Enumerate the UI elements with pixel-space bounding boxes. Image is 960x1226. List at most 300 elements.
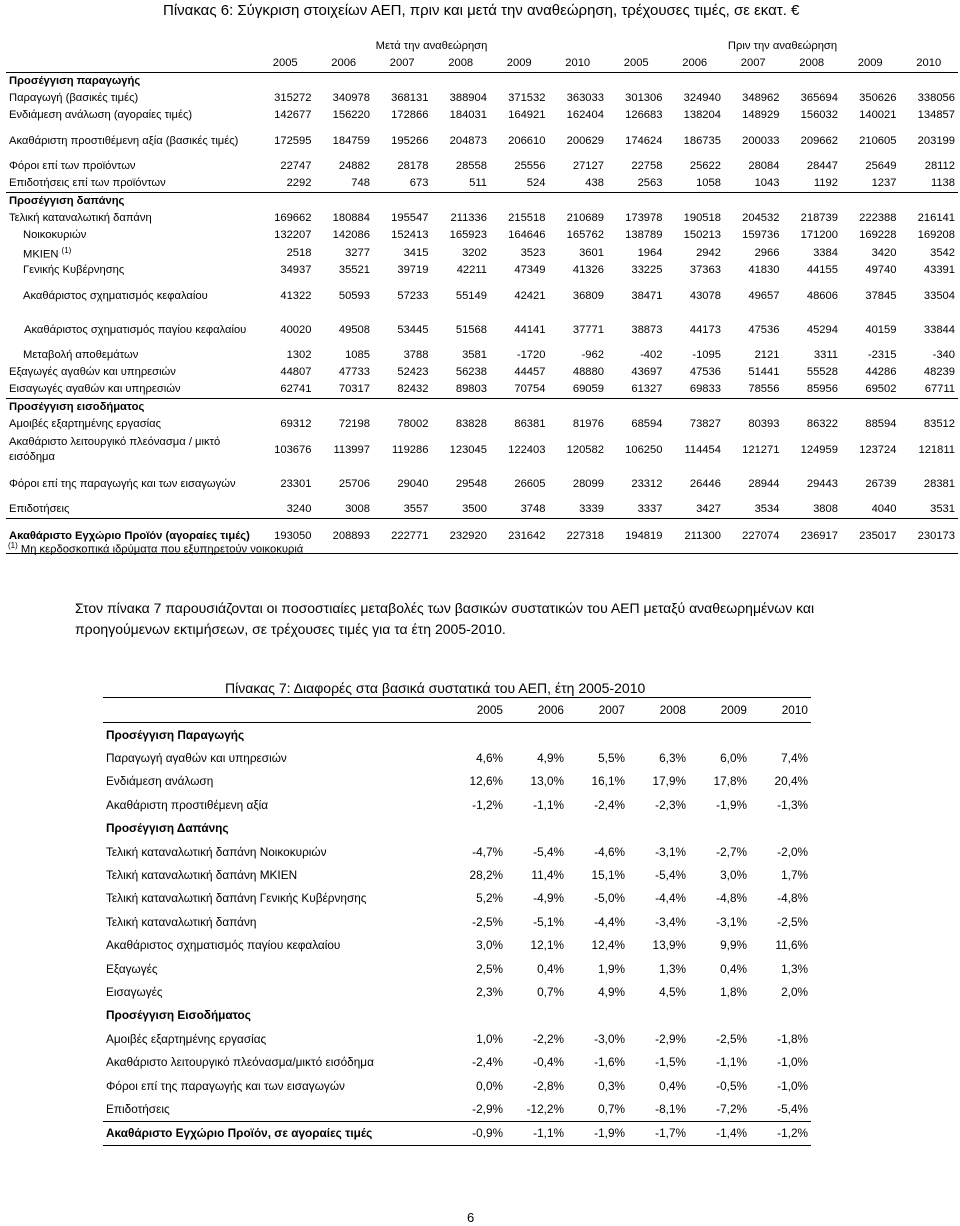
table-cell: -1,8%	[777, 1031, 808, 1046]
table-cell: 204873	[449, 134, 487, 147]
table-cell: -1,9%	[716, 797, 747, 812]
table-cell: 121271	[742, 443, 780, 456]
table-cell: -1,2%	[472, 797, 503, 812]
table-cell: -4,8%	[716, 891, 747, 906]
table-cell: 190518	[683, 212, 721, 225]
row-label-text: Ακαθάριστος σχηματισμός παγίου κεφαλαίου	[106, 938, 341, 953]
row-label	[6, 347, 256, 364]
row-label-text: Επιδοτήσεις επί των προϊόντων	[9, 177, 166, 190]
table-cell: 148929	[742, 109, 780, 122]
table-cell: 12,4%	[591, 938, 625, 953]
table-row	[6, 244, 958, 262]
row-label-text: Μεταβολή αποθεμάτων	[23, 349, 139, 362]
table-cell: 171200	[800, 229, 838, 242]
table-cell: 43078	[689, 289, 721, 302]
year-header: 2006	[506, 698, 567, 723]
table-cell: 3339	[579, 503, 604, 516]
table-cell: 5,5%	[598, 751, 625, 766]
table-cell: 215518	[508, 212, 546, 225]
table-cell: 388904	[449, 92, 487, 105]
row-label	[6, 244, 256, 262]
table-cell: 3337	[637, 503, 663, 516]
table-cell: -1,4%	[689, 1121, 750, 1145]
row-label	[103, 1050, 445, 1073]
table7	[103, 697, 811, 1146]
table-cell: 45294	[806, 323, 838, 336]
year-header: 2007	[724, 55, 783, 73]
table-cell: -4,4%	[594, 914, 625, 929]
table-cell: -340	[932, 349, 955, 362]
table-cell: -1,0%	[777, 1078, 808, 1093]
table-row	[6, 433, 958, 467]
table-cell: 218739	[800, 212, 838, 225]
table6-corner	[6, 38, 256, 55]
table-row	[103, 934, 811, 957]
table-cell: 1,3%	[781, 961, 808, 976]
table-cell: 315272	[274, 92, 312, 105]
section-title: Προσέγγιση Παραγωγής	[106, 727, 245, 742]
table-cell: 41326	[572, 264, 604, 277]
table-cell: -7,2%	[716, 1101, 747, 1116]
table-cell: 48606	[806, 289, 838, 302]
table-cell: 86322	[806, 418, 838, 431]
table-cell: 41322	[280, 289, 312, 302]
table-cell: 52423	[397, 366, 429, 379]
table-cell: 25556	[514, 160, 546, 173]
table-cell: 72198	[338, 418, 370, 431]
table-cell: 28381	[923, 477, 955, 490]
table-row	[6, 227, 958, 244]
table-cell: -4,9%	[533, 891, 564, 906]
year-header: 2006	[665, 55, 724, 73]
table-cell: 368131	[391, 92, 429, 105]
table-cell: 33504	[923, 289, 955, 302]
table-cell: -2,7%	[716, 844, 747, 859]
table-cell: 138789	[625, 229, 663, 242]
table-row	[103, 887, 811, 910]
table-cell: 3581	[462, 349, 487, 362]
table-cell: 172866	[391, 109, 429, 122]
row-label	[103, 840, 445, 863]
table-row	[6, 210, 958, 227]
row-label-text: Εξαγωγές αγαθών και υπηρεσιών	[9, 366, 176, 379]
table-cell: 142086	[332, 229, 370, 242]
row-label-text: Εισαγωγές	[106, 984, 163, 999]
table-cell: 28084	[748, 160, 780, 173]
table-row	[6, 90, 958, 107]
year-header: 2005	[607, 55, 666, 73]
table-cell: 2292	[286, 177, 312, 190]
table-cell: 3415	[403, 246, 429, 259]
table-cell: 235017	[841, 519, 900, 554]
table-cell: 169228	[859, 229, 897, 242]
table-cell: 27127	[572, 160, 604, 173]
table-cell: 78002	[397, 418, 429, 431]
table-cell: 33844	[923, 323, 955, 336]
section-title: Προσέγγιση δαπάνης	[6, 193, 958, 211]
table-cell: 132207	[274, 229, 312, 242]
table6-section-header	[6, 73, 958, 91]
table-cell: 438	[585, 177, 604, 190]
table-cell: 25622	[689, 160, 721, 173]
table-cell: 1043	[754, 177, 780, 190]
section-title: Προσέγγιση Δαπάνης	[106, 821, 229, 836]
table-cell: 232920	[431, 519, 490, 554]
table-cell: 0,4%	[659, 1078, 686, 1093]
table-cell: -3,0%	[594, 1031, 625, 1046]
row-label	[103, 887, 445, 910]
table-row	[6, 347, 958, 364]
table-cell: 51568	[455, 323, 487, 336]
table-cell: 25649	[865, 160, 897, 173]
table-cell: 152413	[391, 229, 429, 242]
row-label-text: Ακαθάριστο λειτουργικό πλεόνασμα / μικτό εισόδημα	[9, 436, 221, 464]
table-cell: 48880	[572, 366, 604, 379]
table6-section-header	[6, 399, 958, 417]
table-cell: -2,9%	[655, 1031, 686, 1046]
table-cell: 47733	[338, 366, 370, 379]
table-cell: -1720	[516, 349, 546, 362]
year-header: 2005	[256, 55, 315, 73]
table-cell: 230173	[899, 519, 958, 554]
table-cell: 83512	[923, 418, 955, 431]
table-row	[103, 957, 811, 980]
table-cell: 42421	[514, 289, 546, 302]
row-label-text: Νοικοκυριών	[23, 229, 87, 242]
table-cell: 3420	[871, 246, 897, 259]
table-cell: 47536	[689, 366, 721, 379]
table-cell: 82432	[397, 383, 429, 396]
table-cell: 6,0%	[720, 751, 747, 766]
year-header: 2006	[314, 55, 373, 73]
table-cell: 138204	[683, 109, 721, 122]
table-cell: 120582	[566, 443, 604, 456]
row-label-text: Τελική καταναλωτική δαπάνη	[106, 914, 257, 929]
table-cell: 210605	[859, 134, 897, 147]
table-cell: -1,6%	[594, 1055, 625, 1070]
row-label-text: Τελική καταναλωτική δαπάνη ΜΚΙΕΝ	[106, 868, 298, 883]
table-cell: -4,4%	[655, 891, 686, 906]
row-label	[6, 364, 256, 381]
table-cell: 2,5%	[476, 961, 503, 976]
table-cell: 748	[351, 177, 370, 190]
table-cell: 3277	[345, 246, 370, 259]
page-number: 6	[467, 1210, 475, 1225]
row-label-text: Εισαγωγές αγαθών και υπηρεσιών	[9, 383, 181, 396]
table-cell: -1,1%	[506, 1121, 567, 1145]
table-cell: 43391	[923, 264, 955, 277]
table-cell: 1058	[696, 177, 721, 190]
table-cell: 28944	[748, 477, 780, 490]
table-cell: 216141	[917, 212, 955, 225]
table-cell: 3523	[520, 246, 546, 259]
table-row	[6, 364, 958, 381]
section-title: Προσέγγιση παραγωγής	[6, 73, 958, 91]
table-cell: 123045	[449, 443, 487, 456]
table-cell: 103676	[274, 443, 312, 456]
table-cell: 140021	[859, 109, 897, 122]
table-cell: 28447	[806, 160, 838, 173]
footnote-mark: (1)	[8, 541, 18, 550]
table-cell: 40159	[865, 323, 897, 336]
table-cell: 42211	[456, 264, 487, 277]
table-cell: -2,5%	[777, 914, 808, 929]
table-cell: 33225	[631, 264, 663, 277]
table-cell: 3557	[403, 503, 429, 516]
table-cell: 48239	[923, 366, 955, 379]
row-label-text: Αμοιβές εξαρτημένης εργασίας	[106, 1031, 267, 1046]
row-label-text: Ακαθάριστο Εγχώριο Προϊόν, σε αγοραίες τιμές	[106, 1126, 373, 1141]
table-cell: 1192	[813, 177, 838, 190]
table-cell: -3,1%	[655, 844, 686, 859]
row-label	[103, 746, 445, 769]
year-header: 2008	[431, 55, 490, 73]
row-label-text: Τελική καταναλωτική δαπάνη	[9, 212, 152, 225]
table-cell: 1,3%	[659, 961, 686, 976]
table-cell: 69833	[689, 383, 721, 396]
table-cell: 49508	[338, 323, 370, 336]
table-cell: 24882	[338, 160, 370, 173]
table-cell: 222771	[373, 519, 432, 554]
table-cell: 26446	[689, 477, 721, 490]
row-label-text: Ακαθάριστη προστιθέμενη αξία	[106, 797, 269, 812]
row-label	[6, 279, 256, 313]
table-cell: 123724	[859, 443, 897, 456]
table-cell: 186735	[683, 134, 721, 147]
table6-section-header	[6, 193, 958, 211]
table-cell: 57233	[397, 289, 429, 302]
table-cell: 172595	[274, 134, 312, 147]
row-label	[103, 1097, 445, 1121]
table-cell: 0,4%	[537, 961, 564, 976]
table-cell: -2,5%	[472, 914, 503, 929]
table-cell: 338056	[917, 92, 955, 105]
year-header: 2008	[782, 55, 841, 73]
table-cell: -1,3%	[777, 797, 808, 812]
table-cell: 124959	[800, 443, 838, 456]
table-cell: 1237	[871, 177, 897, 190]
row-label	[103, 957, 445, 980]
table-row	[103, 840, 811, 863]
row-label	[103, 863, 445, 886]
table-cell: 156032	[800, 109, 838, 122]
table-cell: 37363	[689, 264, 721, 277]
table-cell: 169208	[917, 229, 955, 242]
table-cell: 25706	[338, 477, 370, 490]
table-cell: -0,5%	[716, 1078, 747, 1093]
table-cell: 348962	[742, 92, 780, 105]
table-cell: 2563	[637, 177, 663, 190]
table-cell: -5,0%	[594, 891, 625, 906]
row-label	[103, 1074, 445, 1097]
table-cell: 12,1%	[530, 938, 564, 953]
table-row	[6, 501, 958, 519]
table-cell: 3427	[696, 503, 721, 516]
table-cell: 184759	[332, 134, 370, 147]
table-cell: 200629	[566, 134, 604, 147]
table-cell: -1095	[692, 349, 721, 362]
table-cell: -0,4%	[533, 1055, 564, 1070]
table-cell: 35521	[338, 264, 370, 277]
table6-period-header	[6, 38, 958, 55]
table-cell: 3311	[813, 349, 838, 362]
table-cell: 113997	[333, 443, 370, 456]
row-label	[103, 793, 445, 816]
table-cell: 3788	[403, 349, 429, 362]
table-cell: 0,7%	[598, 1101, 625, 1116]
table-cell: 43697	[631, 366, 663, 379]
table-cell: 83828	[455, 418, 487, 431]
table-cell: 11,6%	[775, 938, 808, 953]
table6-title: Πίνακας 6: Σύγκριση στοιχείων ΑΕΠ, πριν και μετά την αναθεώρηση, τρέχουσες τιμές, σε εκατ. €	[163, 2, 800, 19]
table-cell: 206610	[508, 134, 546, 147]
table-cell: -1,5%	[655, 1055, 686, 1070]
table-cell: 236917	[782, 519, 841, 554]
table-cell: 89803	[455, 383, 487, 396]
body-paragraph: Στον πίνακα 7 παρουσιάζονται οι ποσοστιαίες μεταβολές των βασικών συστατικών του ΑΕΠ μεταξύ αναθεωρημένων και προηγούμενων εκτιμήσεων, σε τρέχουσες τιμές για τα έτη 2005-2010.	[75, 600, 815, 637]
table-cell: 38873	[631, 323, 663, 336]
table-cell: 78556	[748, 383, 780, 396]
table7-section-header	[103, 1004, 811, 1027]
table-cell: 67711	[924, 383, 955, 396]
row-label	[6, 158, 256, 175]
table6-period-before: Πριν την αναθεώρηση	[727, 40, 838, 53]
table-cell: 3240	[286, 503, 312, 516]
year-header: 2009	[689, 698, 750, 723]
table-row	[103, 770, 811, 793]
table-cell: 1302	[286, 349, 312, 362]
table-cell: 211336	[450, 212, 487, 225]
table-cell: -5,4%	[655, 868, 686, 883]
table-cell: 165923	[449, 229, 487, 242]
table-cell: 209662	[800, 134, 838, 147]
row-label	[6, 262, 256, 279]
table-cell: 12,6%	[469, 774, 503, 789]
table-cell: 68594	[631, 418, 663, 431]
row-label	[103, 980, 445, 1003]
table-cell: 363033	[566, 92, 604, 105]
table-row	[103, 1074, 811, 1097]
table-cell: 122403	[508, 443, 546, 456]
table-cell: 114454	[684, 443, 721, 456]
table-row	[103, 1050, 811, 1073]
table-cell: 3531	[930, 503, 955, 516]
table-cell: 195547	[391, 212, 429, 225]
year-header: 2008	[628, 698, 689, 723]
table-cell: 85956	[806, 383, 838, 396]
table-cell: 524	[526, 177, 546, 190]
table-cell: 3202	[462, 246, 487, 259]
row-label-text: Φόροι επί των προϊόντων	[9, 160, 136, 173]
table-cell: 56238	[455, 366, 487, 379]
table-cell: 2518	[286, 246, 312, 259]
table-cell: 1,0%	[476, 1031, 503, 1046]
table-cell: 169662	[274, 212, 312, 225]
row-label-text: Επιδοτήσεις	[9, 503, 70, 516]
table-cell: 203199	[917, 134, 955, 147]
table-row	[6, 313, 958, 347]
table-cell: 1,8%	[720, 984, 747, 999]
table-row	[6, 158, 958, 175]
row-label-text: Ακαθάριστο λειτουργικό πλεόνασμα/μικτό εισόδημα	[106, 1055, 374, 1070]
table-cell: -5,1%	[533, 914, 564, 929]
table-cell: 204532	[742, 212, 780, 225]
table-cell: 15,1%	[591, 868, 625, 883]
table-cell: 350626	[859, 92, 897, 105]
table-cell: 17,9%	[652, 774, 686, 789]
table-cell: 28099	[572, 477, 604, 490]
table-cell: 134857	[917, 109, 955, 122]
table-cell: -4,7%	[472, 844, 503, 859]
table-cell: 1138	[930, 177, 955, 190]
table-cell: 106250	[625, 443, 663, 456]
year-header: 2009	[841, 55, 900, 73]
table-row	[6, 279, 958, 313]
table-cell: -1,9%	[567, 1121, 628, 1145]
table-cell: 159736	[742, 229, 780, 242]
table-cell: -2,0%	[777, 844, 808, 859]
table-cell: -2,3%	[655, 797, 686, 812]
table-cell: 3808	[813, 503, 838, 516]
table-cell: 23312	[631, 477, 663, 490]
table-cell: 3534	[754, 503, 780, 516]
table-cell: 3601	[579, 246, 604, 259]
table-cell: 0,0%	[476, 1078, 503, 1093]
table-cell: 44173	[689, 323, 721, 336]
table-cell: 50593	[338, 289, 370, 302]
table-row	[6, 107, 958, 124]
row-label	[6, 313, 256, 347]
table-cell: 211300	[665, 519, 724, 554]
table-cell: 2,3%	[476, 984, 503, 999]
table-cell: -1,0%	[777, 1055, 808, 1070]
table-cell: 1085	[345, 349, 370, 362]
row-label-text: Παραγωγή (βασικές τιμές)	[9, 92, 139, 105]
row-label	[103, 934, 445, 957]
table-cell: 673	[409, 177, 429, 190]
row-label-text: Τελική καταναλωτική δαπάνη Γενικής Κυβέρνησης	[106, 891, 367, 906]
table-cell: 184031	[449, 109, 487, 122]
row-label-text: Φόροι επί της παραγωγής και των εισαγωγών	[9, 477, 236, 490]
table-cell: -1,2%	[750, 1121, 811, 1145]
row-label	[6, 381, 256, 399]
row-label	[6, 501, 256, 519]
year-header: 2009	[490, 55, 549, 73]
table-cell: -2,8%	[533, 1078, 564, 1093]
table-cell: 193050	[256, 519, 315, 554]
table-cell: -3,4%	[655, 914, 686, 929]
table-cell: 44141	[514, 323, 546, 336]
table-row	[6, 381, 958, 399]
table-cell: 53445	[397, 323, 429, 336]
table-cell: 222388	[859, 212, 897, 225]
table-cell: 29548	[455, 477, 487, 490]
table-cell: 13,0%	[530, 774, 564, 789]
gdp-row	[103, 1121, 811, 1145]
table-cell: 1964	[637, 246, 663, 259]
footnote-mark: (1)	[61, 246, 72, 255]
table-cell: 73827	[689, 418, 721, 431]
table-cell: 301306	[625, 92, 663, 105]
table-cell: 69312	[280, 418, 312, 431]
table-cell: 156220	[332, 109, 370, 122]
table7-title: Πίνακας 7: Διαφορές στα βασικά συστατικά του ΑΕΠ, έτη 2005-2010	[225, 680, 646, 696]
table-cell: 44807	[280, 366, 312, 379]
table-cell: 41830	[748, 264, 780, 277]
table-cell: 4,5%	[659, 984, 686, 999]
table-row	[6, 262, 958, 279]
table-cell: -1,1%	[533, 797, 564, 812]
